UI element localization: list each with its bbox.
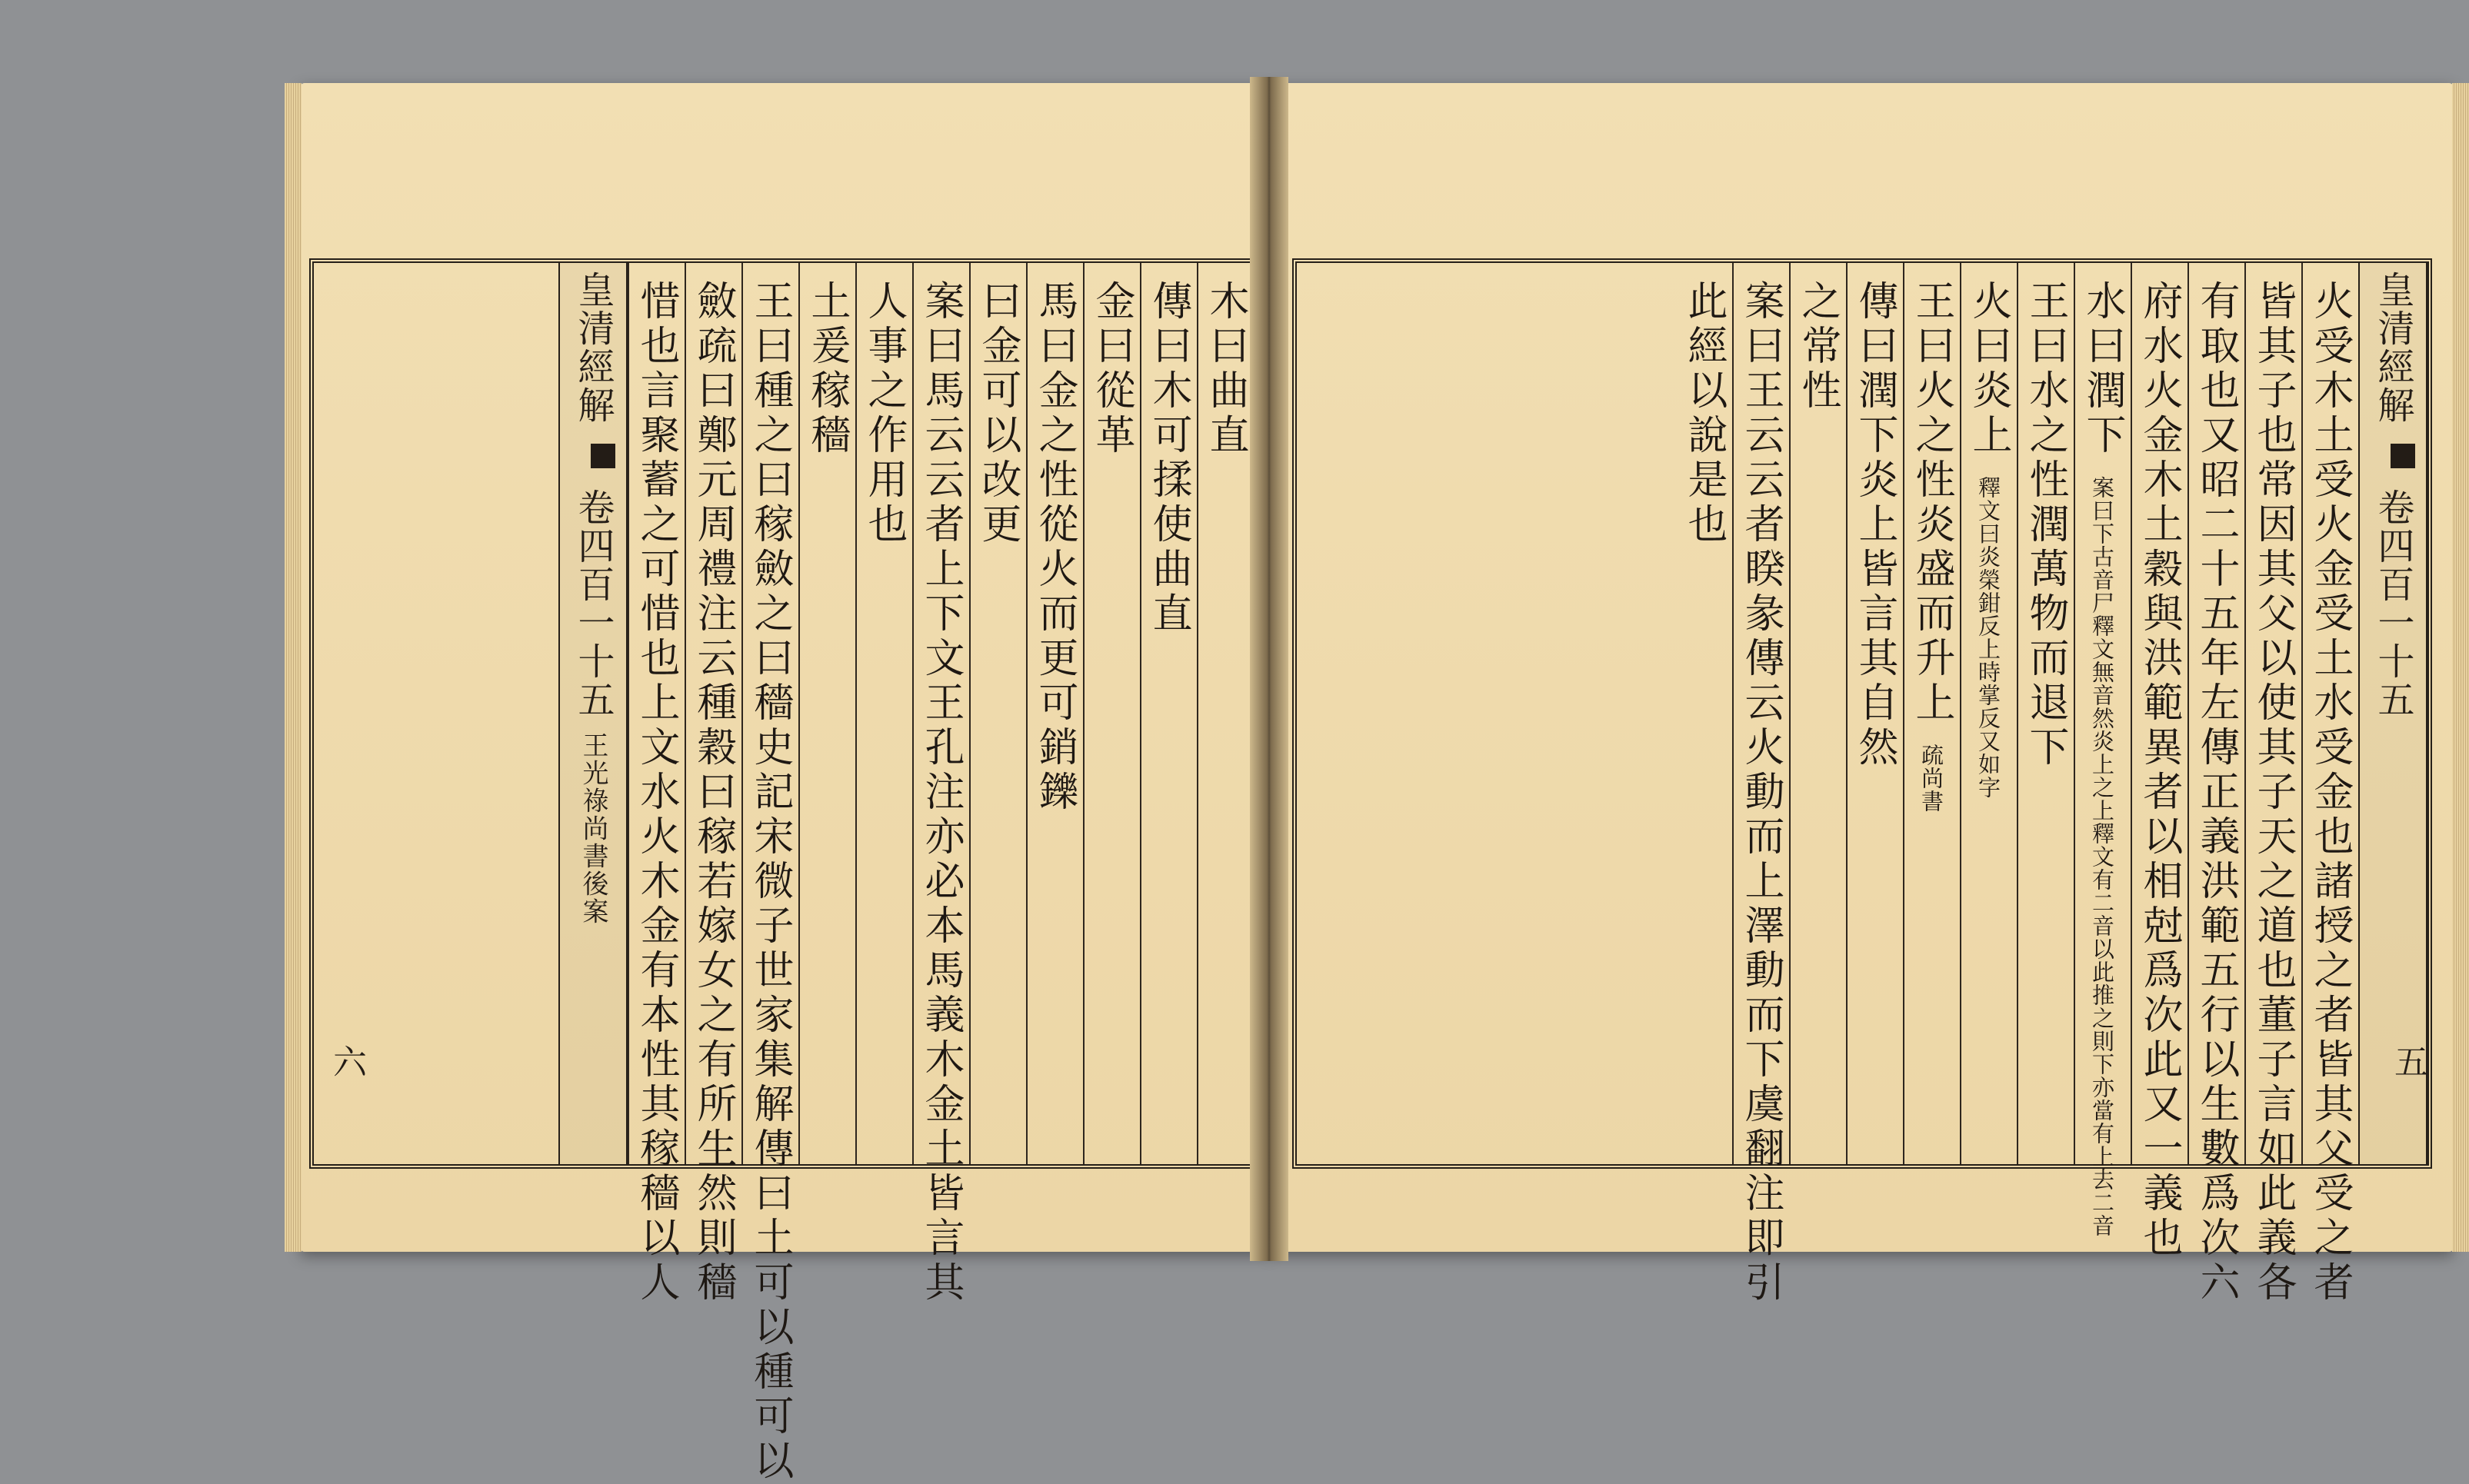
page-number: 六 — [327, 1044, 366, 1078]
text-column: 人事之作用也 — [855, 263, 912, 1164]
text-column — [2074, 263, 2131, 1237]
text-column: 傳曰木可揉使曲直 — [1140, 263, 1197, 1164]
annotation-note: 案曰下古音尸釋文無音然炎上之上釋文有二音以此推之則下亦當有上去二音 — [2089, 475, 2115, 1237]
right-page-edge — [2452, 83, 2469, 1252]
text-column: 火受木土受火金受土水受金也諸授之者皆其父受之者 — [2301, 263, 2358, 1164]
fish-tail-mark — [591, 444, 615, 468]
text-column: 馬曰金之性從火而更可銷鑠 — [1026, 263, 1083, 1164]
annotation-note: 釋文曰炎榮鉗反上時掌反又如字 — [1975, 475, 2001, 799]
open-book — [285, 77, 2427, 1484]
body-text: 王曰火之性炎盛而升上 — [1908, 280, 1954, 726]
page-number: 五 — [2388, 1044, 2427, 1078]
left-page-edge — [285, 83, 302, 1252]
center-volume: 卷四百一十五 — [2371, 487, 2414, 719]
right-text-frame — [1292, 258, 2432, 1306]
text-column: 曰金可以改更 — [969, 263, 1026, 1164]
text-column: 王曰水之性潤萬物而退下 — [2017, 263, 2074, 1164]
left-center-column — [558, 263, 628, 1164]
center-subtitle: 王光祿尚書後案 — [578, 731, 608, 926]
text-column: 案曰王云云者睽彖傳云火動而上澤動而下虞翻注即引 — [1732, 263, 1789, 1164]
text-column: 有取也又昭二十五年左傳正義洪範五行以生數爲次六 — [2187, 263, 2244, 1164]
text-column: 惜也言聚蓄之可惜也上文水火木金有本性其稼穡以人 — [628, 263, 685, 1164]
center-title: 皇清經解 — [2371, 271, 2414, 424]
right-page — [1268, 83, 2454, 1306]
text-column: 斂疏曰鄭元周禮注云種穀曰稼若嫁女之有所生然則穡 — [685, 263, 741, 1164]
center-volume: 卷四百一十五 — [571, 487, 615, 719]
text-column — [1903, 263, 1960, 1164]
text-column: 案曰馬云云者上下文王孔注亦必本馬義木金土皆言其 — [912, 263, 969, 1164]
center-title: 皇清經解 — [571, 271, 615, 424]
text-column: 皆其子也常因其父以使其子天之道也董子言如此義各 — [2244, 263, 2301, 1164]
text-column: 之常性 — [1789, 263, 1846, 1164]
left-page — [300, 83, 1271, 1484]
fish-tail-mark — [2391, 444, 2415, 468]
text-column: 府水火金木土穀與洪範異者以相尅爲次此又一義也 — [2131, 263, 2187, 1164]
text-column: 傳曰潤下炎上皆言其自然 — [1846, 263, 1903, 1164]
text-column: 木曰曲直 — [1197, 263, 1254, 1164]
text-column: 此經以說是也 — [1681, 280, 1727, 547]
left-text-frame — [309, 258, 1258, 1484]
book-spine — [1250, 77, 1288, 1261]
text-column: 金曰從革 — [1083, 263, 1140, 1164]
annotation-note: 疏尚書 — [1918, 743, 1944, 813]
text-column: 土爰稼穡 — [798, 263, 855, 1164]
text-column — [1960, 263, 2017, 1164]
heading-text: 火曰炎上 — [1965, 280, 2011, 458]
text-column: 王曰種之曰稼斂之曰穡史記宋微子世家集解傳曰土可以種可以 — [741, 263, 798, 1164]
heading-text: 水曰潤下 — [2079, 280, 2125, 458]
right-center-column — [2358, 263, 2427, 1164]
